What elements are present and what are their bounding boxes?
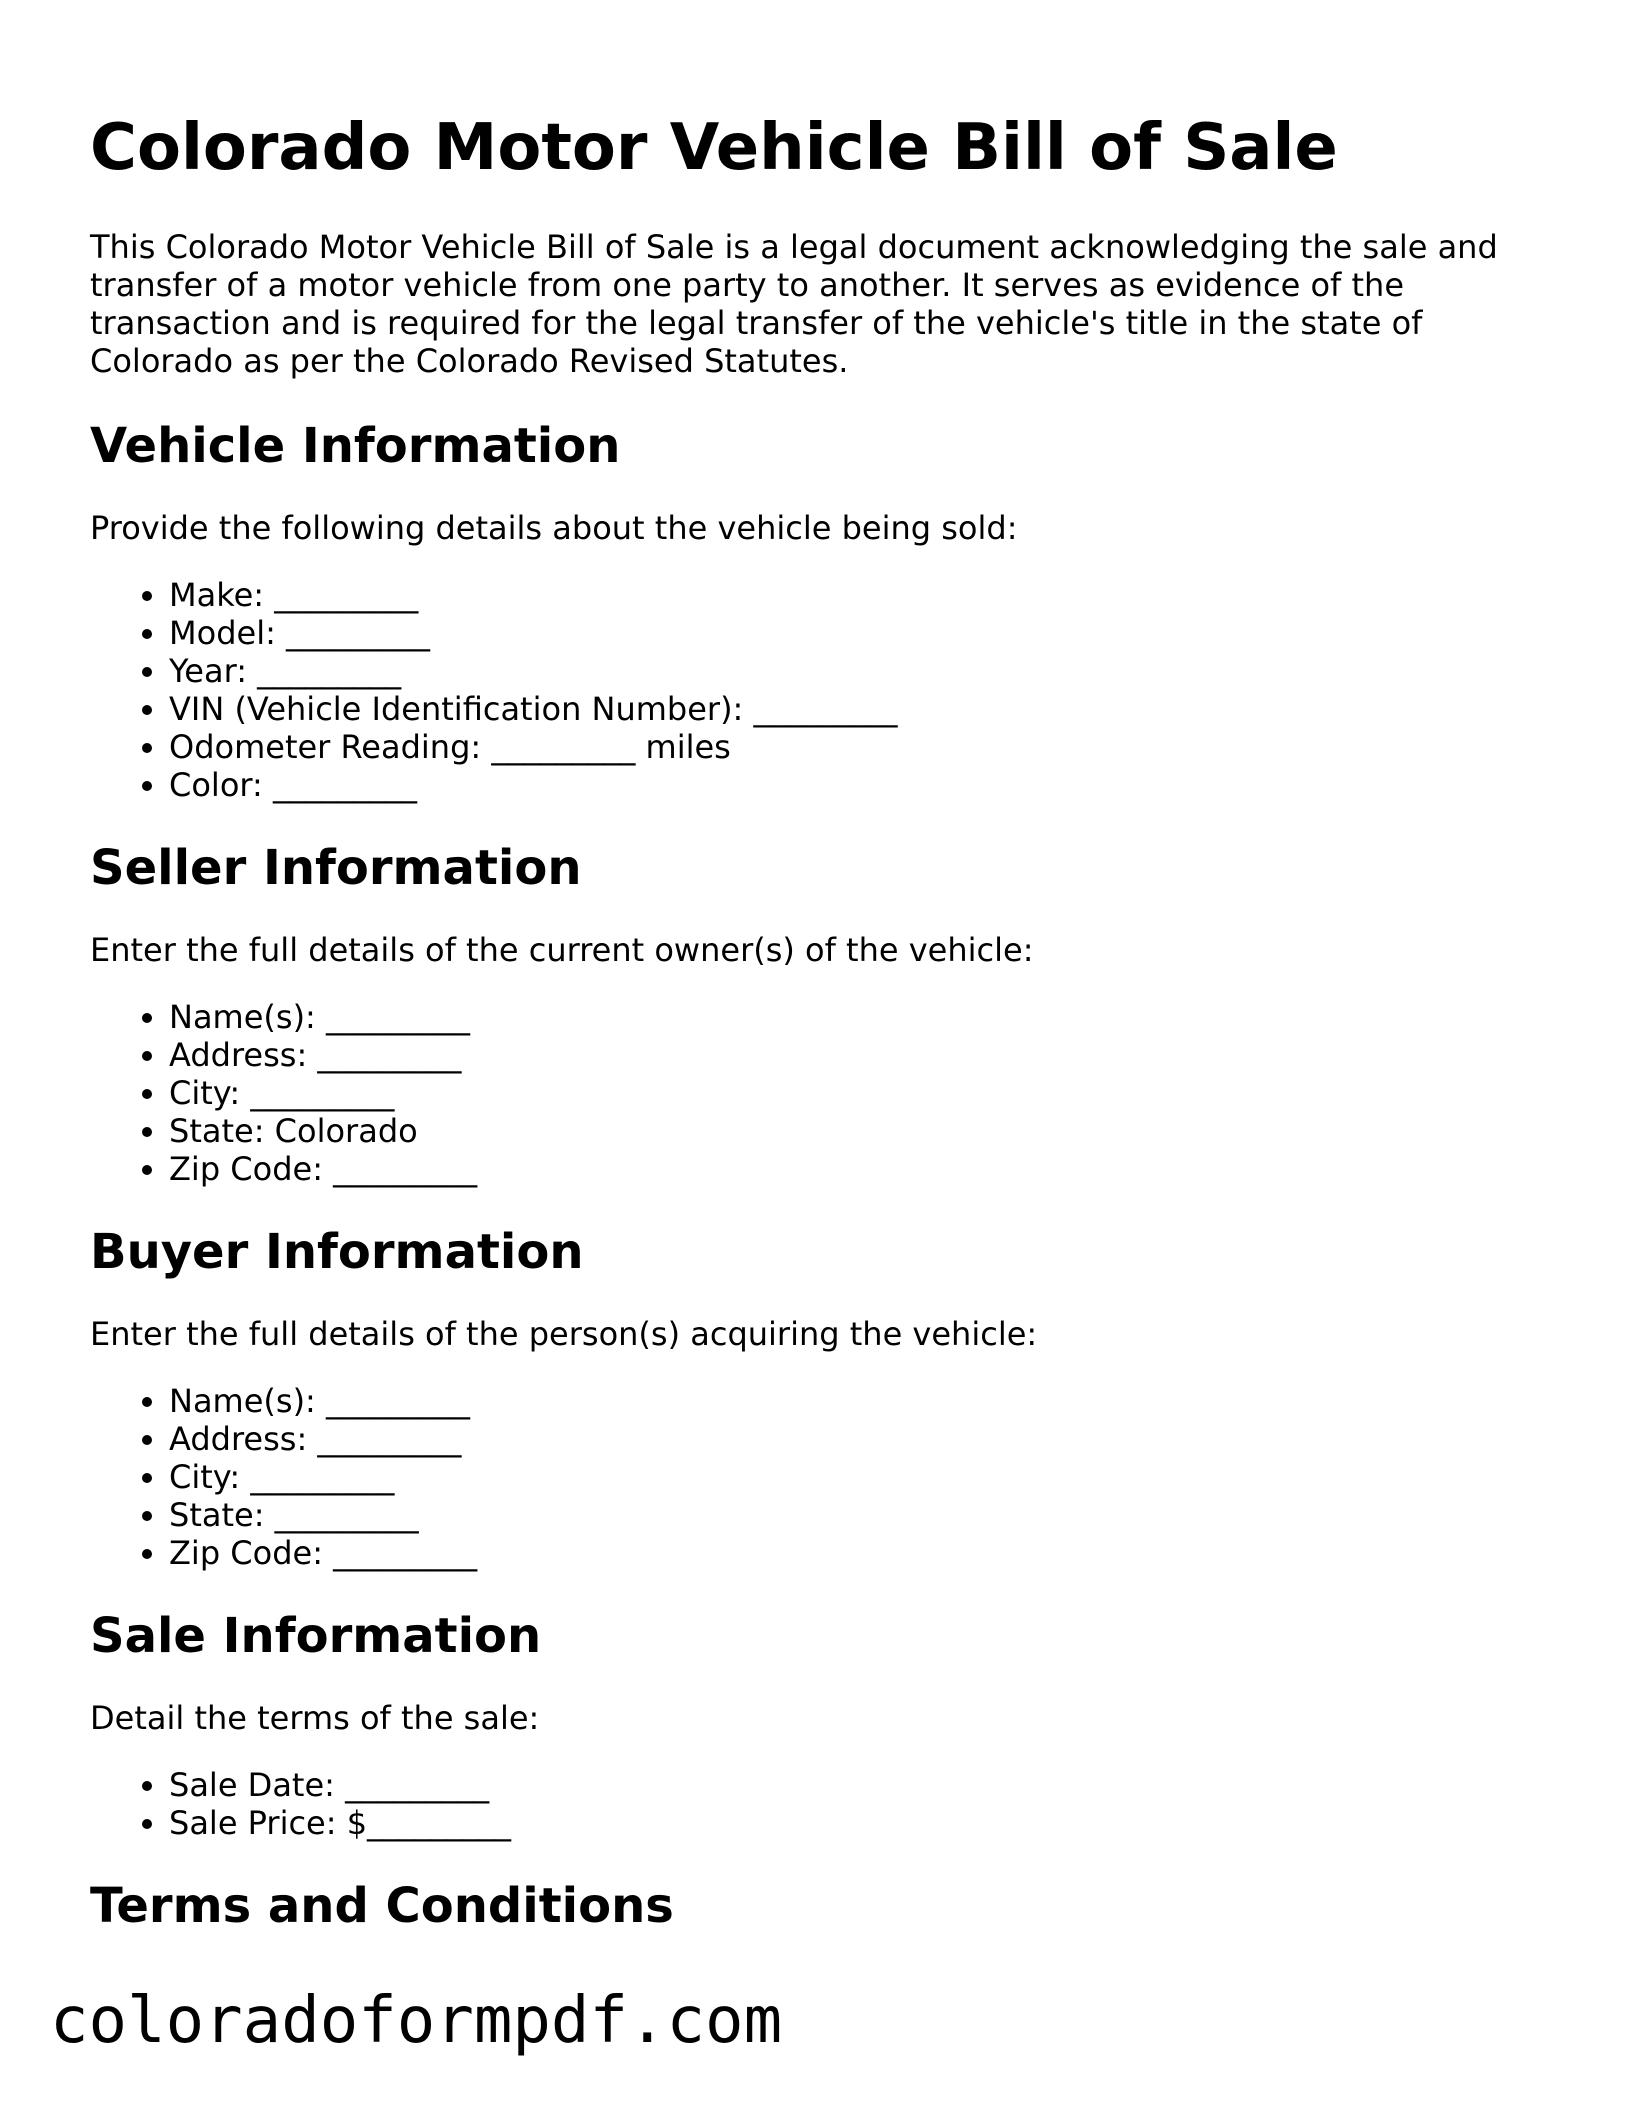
buyer-field-city: • City: _________ bbox=[169, 1458, 1550, 1496]
sale-heading: Sale Information bbox=[90, 1608, 542, 1664]
seller-field-state: • State: Colorado bbox=[169, 1112, 1550, 1150]
sale-field-list bbox=[90, 1766, 1550, 1842]
vehicle-field-make: • Make: _________ bbox=[169, 576, 1550, 614]
seller-field-names: • Name(s): _________ bbox=[169, 998, 1550, 1036]
page-title: Colorado Motor Vehicle Bill of Sale bbox=[90, 111, 1338, 185]
seller-heading: Seller Information bbox=[90, 840, 582, 896]
buyer-field-zip: • Zip Code: _________ bbox=[169, 1534, 1550, 1572]
watermark-text: coloradoformpdf.com bbox=[50, 1984, 783, 2058]
intro-paragraph: This Colorado Motor Vehicle Bill of Sale is a legal document acknowledging the sale and transfer of a motor vehicle from one party to another. It serves as evidence of the transaction and is required for the legal transfer of the vehicle's title in the state of Colorado as per the Colorado Revised Statutes. bbox=[90, 228, 1498, 380]
vehicle-lead: Provide the following details about the vehicle being sold: bbox=[90, 509, 1018, 547]
seller-section bbox=[90, 838, 1550, 1188]
terms-section bbox=[90, 1876, 1550, 1936]
seller-lead: Enter the full details of the current owner(s) of the vehicle: bbox=[90, 931, 1034, 969]
sale-field-date: • Sale Date: _________ bbox=[169, 1766, 1550, 1804]
vehicle-field-color: • Color: _________ bbox=[169, 766, 1550, 804]
buyer-lead: Enter the full details of the person(s) acquiring the vehicle: bbox=[90, 1315, 1038, 1353]
vehicle-heading: Vehicle Information bbox=[90, 418, 621, 474]
document-page bbox=[90, 108, 1550, 1936]
buyer-field-address: • Address: _________ bbox=[169, 1420, 1550, 1458]
vehicle-field-odometer: • Odometer Reading: _________ miles bbox=[169, 728, 1550, 766]
terms-heading: Terms and Conditions bbox=[90, 1878, 674, 1934]
vehicle-section bbox=[90, 416, 1550, 804]
vehicle-field-list bbox=[90, 576, 1550, 804]
seller-field-list bbox=[90, 998, 1550, 1188]
seller-field-city: • City: _________ bbox=[169, 1074, 1550, 1112]
buyer-section bbox=[90, 1222, 1550, 1572]
vehicle-field-vin: • VIN (Vehicle Identification Number): _________ bbox=[169, 690, 1550, 728]
buyer-field-state: • State: _________ bbox=[169, 1496, 1550, 1534]
sale-field-price: • Sale Price: $_________ bbox=[169, 1804, 1550, 1842]
sale-section bbox=[90, 1606, 1550, 1842]
buyer-heading: Buyer Information bbox=[90, 1224, 584, 1280]
vehicle-field-model: • Model: _________ bbox=[169, 614, 1550, 652]
seller-field-address: • Address: _________ bbox=[169, 1036, 1550, 1074]
vehicle-field-year: • Year: _________ bbox=[169, 652, 1550, 690]
sale-lead: Detail the terms of the sale: bbox=[90, 1699, 540, 1737]
seller-field-zip: • Zip Code: _________ bbox=[169, 1150, 1550, 1188]
buyer-field-names: • Name(s): _________ bbox=[169, 1382, 1550, 1420]
buyer-field-list bbox=[90, 1382, 1550, 1572]
